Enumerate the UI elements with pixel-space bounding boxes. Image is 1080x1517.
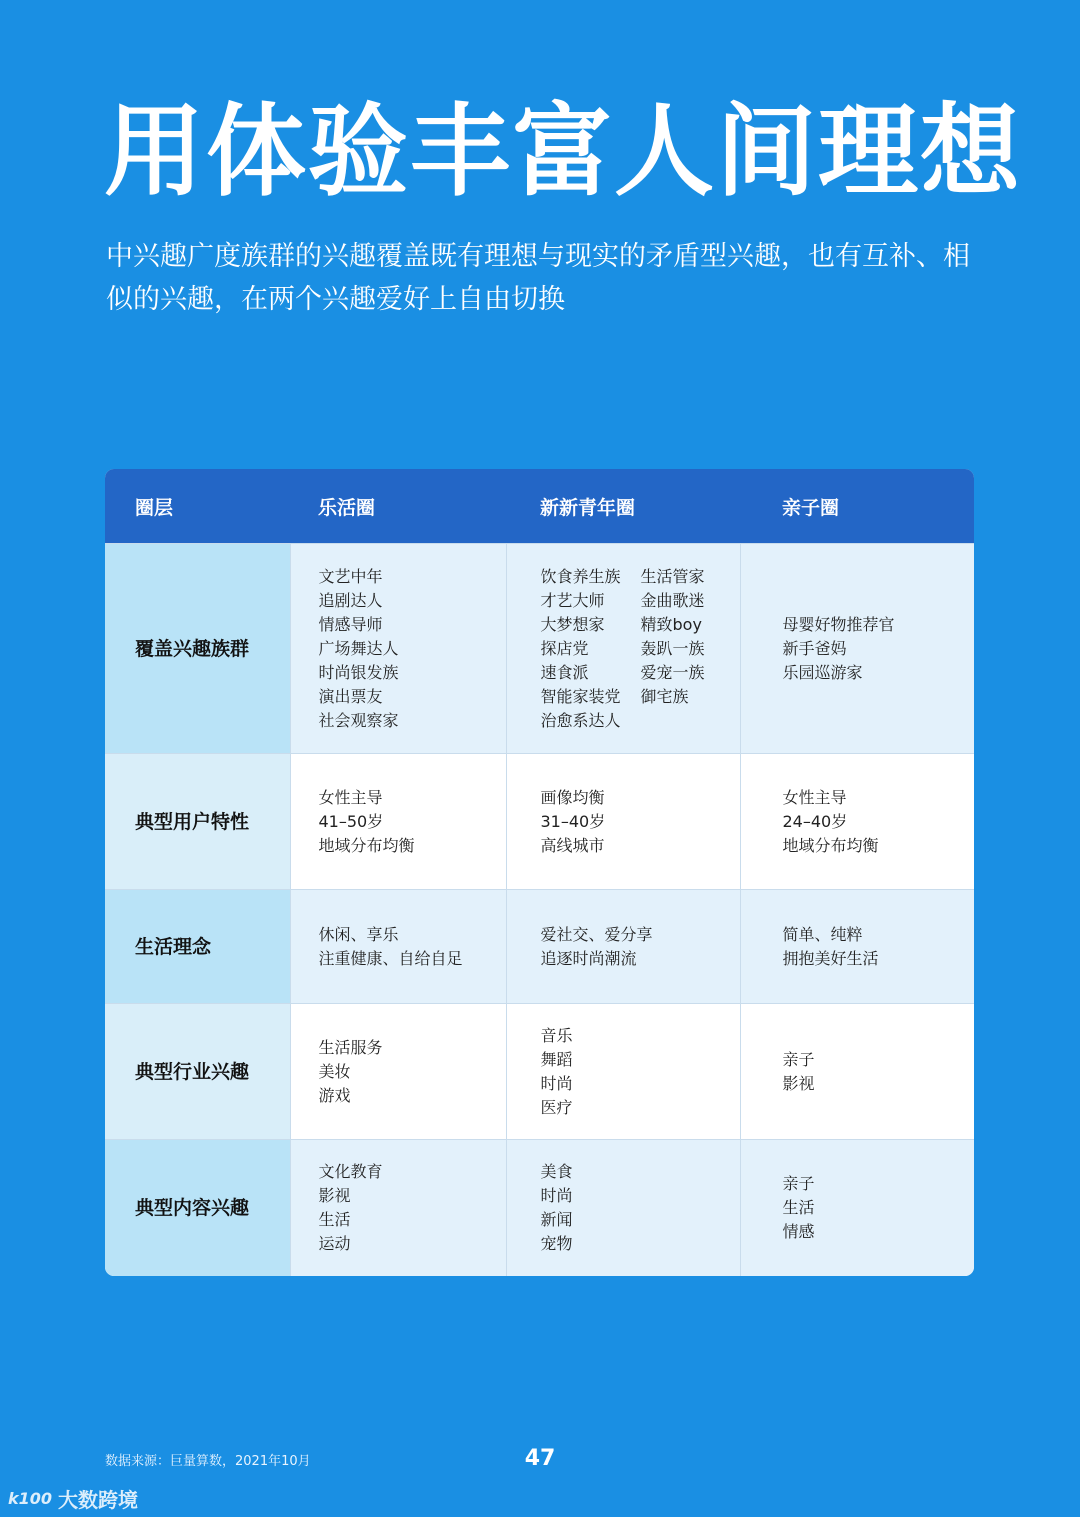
table-row	[105, 890, 974, 1004]
cell-line: 亲子	[782, 1174, 815, 1194]
cell-line: 时尚	[540, 1073, 573, 1093]
table-row	[105, 1140, 974, 1276]
cell-line: 美食	[540, 1162, 573, 1182]
cell-line: 音乐	[540, 1025, 573, 1045]
cell-line: 御宅族	[640, 686, 689, 706]
cell-line: 拥抱美好生活	[782, 948, 879, 968]
cell-line: 速食派	[540, 662, 589, 682]
cell-line: 医疗	[540, 1097, 573, 1117]
cell-line: 注重健康、自给自足	[318, 948, 463, 968]
cell-xinxin	[506, 890, 740, 1004]
cell-xinxin	[506, 1004, 740, 1140]
cell-line: 舞蹈	[540, 1049, 573, 1069]
cell-line: 社会观察家	[318, 710, 399, 730]
cell-line: 新手爸妈	[782, 638, 847, 658]
cell-line: 大梦想家	[540, 614, 605, 634]
cell-line: 文化教育	[318, 1162, 383, 1182]
row-label: 典型用户特性	[105, 754, 290, 890]
cell-qinzi	[740, 890, 974, 1004]
cell-line: 地域分布均衡	[782, 835, 879, 855]
table-row	[105, 1004, 974, 1140]
cell-line: 追剧达人	[318, 590, 383, 610]
cell-line: 治愈系达人	[540, 710, 621, 730]
cell-line: 追逐时尚潮流	[540, 948, 637, 968]
cell-lehuo	[290, 1140, 506, 1276]
header-qinzi: 亲子圈	[740, 469, 974, 544]
cell-line: 文艺中年	[318, 566, 383, 586]
cell-line: 爱宠一族	[640, 662, 705, 682]
cell-qinzi	[740, 1140, 974, 1276]
cell-line: 24–40岁	[782, 811, 848, 831]
watermark	[8, 1484, 138, 1513]
table-header-row	[105, 469, 974, 544]
cell-line: 影视	[782, 1073, 815, 1093]
row-label: 典型行业兴趣	[105, 1004, 290, 1140]
cell-line: 母婴好物推荐官	[782, 614, 895, 634]
cell-line: 亲子	[782, 1049, 815, 1069]
cell-line: 简单、纯粹	[782, 924, 863, 944]
cell-line: 探店党	[540, 638, 589, 658]
cell-line: 生活服务	[318, 1037, 383, 1057]
table-row	[105, 544, 974, 754]
cell-line: 女性主导	[318, 787, 383, 807]
watermark-logo: k100	[8, 1489, 53, 1508]
row-label: 典型内容兴趣	[105, 1140, 290, 1276]
cell-qinzi	[740, 1004, 974, 1140]
cell-line: 新闻	[540, 1210, 573, 1230]
cell-lehuo	[290, 1004, 506, 1140]
cell-line: 爱社交、爱分享	[540, 924, 653, 944]
cell-line: 乐园巡游家	[782, 662, 863, 682]
cell-line: 生活	[318, 1210, 351, 1230]
cell-line: 轰趴一族	[640, 638, 705, 658]
page-subtitle: 中兴趣广度族群的兴趣覆盖既有理想与现实的矛盾型兴趣，也有互补、相似的兴趣，在两个兴趣爱好上自由切换	[106, 241, 970, 315]
cell-line: 生活管家	[640, 566, 705, 586]
cell-line: 情感	[782, 1222, 815, 1242]
cell-line: 宠物	[540, 1234, 573, 1254]
cell-line: 美妆	[318, 1061, 351, 1081]
cell-line: 31–40岁	[540, 811, 606, 831]
cell-lehuo	[290, 890, 506, 1004]
row-label: 生活理念	[105, 890, 290, 1004]
watermark-text: 大数跨境	[58, 1488, 139, 1512]
header-xinxin: 新新青年圈	[506, 469, 740, 544]
cell-line: 休闲、享乐	[318, 924, 399, 944]
header-lehuo: 乐活圈	[290, 469, 506, 544]
header-layer: 圈层	[105, 469, 290, 544]
comparison-table	[105, 469, 974, 1276]
cell-qinzi	[740, 544, 974, 754]
cell-xinxin	[506, 754, 740, 890]
cell-line: 女性主导	[782, 787, 847, 807]
page-title: 用体验丰富人间理想	[104, 93, 1022, 210]
cell-line: 地域分布均衡	[318, 835, 415, 855]
cell-line: 才艺大师	[540, 590, 605, 610]
cell-xinxin	[506, 544, 740, 754]
cell-line: 时尚	[540, 1186, 573, 1206]
data-source-note: 数据来源：巨量算数，2021年10月	[105, 1454, 311, 1469]
cell-line: 影视	[318, 1186, 351, 1206]
row-label: 覆盖兴趣族群	[105, 544, 290, 754]
cell-line: 运动	[318, 1234, 351, 1254]
cell-line: 饮食养生族	[540, 566, 621, 586]
cell-xinxin	[506, 1140, 740, 1276]
cell-lehuo	[290, 754, 506, 890]
cell-line: 游戏	[318, 1085, 351, 1105]
cell-lehuo	[290, 544, 506, 754]
page-number: 47	[524, 1446, 556, 1471]
cell-qinzi	[740, 754, 974, 890]
cell-line: 生活	[782, 1198, 815, 1218]
cell-line: 情感导师	[318, 614, 383, 634]
cell-line: 广场舞达人	[318, 638, 399, 658]
table-row	[105, 754, 974, 890]
cell-line: 时尚银发族	[318, 662, 399, 682]
cell-line: 金曲歌迷	[640, 590, 705, 610]
cell-line: 画像均衡	[540, 787, 605, 807]
cell-line: 智能家装党	[540, 686, 621, 706]
cell-line: 演出票友	[318, 686, 383, 706]
cell-line: 高线城市	[540, 835, 605, 855]
cell-line: 精致boy	[640, 614, 702, 634]
cell-line: 41–50岁	[318, 811, 384, 831]
